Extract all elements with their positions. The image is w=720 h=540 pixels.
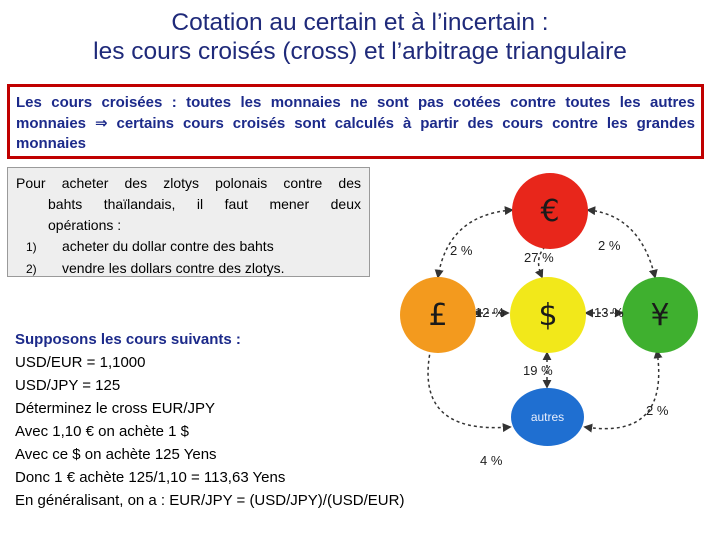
euro-node xyxy=(512,173,588,249)
pct-pound-dollar: 12 % xyxy=(475,305,505,320)
others-node xyxy=(511,388,584,446)
step-number: 1) xyxy=(26,240,37,254)
pct-euro-dollar: 27 % xyxy=(524,250,554,265)
example-intro-line-2: bahts thaïlandais, il faut mener deux xyxy=(48,196,361,212)
example-intro-line-1: Pour acheter des zlotys polonais contre des xyxy=(16,175,361,191)
implies-arrow-icon: ⇒ xyxy=(94,114,108,132)
calculation-line: Avec ce $ on achète 125 Yens xyxy=(15,446,217,463)
title-line-1: Cotation au certain et à l’incertain : xyxy=(171,9,549,36)
step-number: 2) xyxy=(26,262,37,276)
step-text: acheter du dollar contre des bahts xyxy=(62,238,274,254)
definition-box xyxy=(7,84,704,159)
euro-symbol: € xyxy=(540,193,560,229)
calculation-line: Avec 1,10 € on achète 1 $ xyxy=(15,423,190,440)
calculation-block xyxy=(15,328,404,512)
calculation-line: USD/JPY = 125 xyxy=(15,377,121,394)
example-step xyxy=(16,236,361,258)
calculation-line: Déterminez le cross EUR/JPY xyxy=(15,400,216,417)
pct-euro-left: 2 % xyxy=(450,243,473,258)
definition-text xyxy=(16,93,695,154)
dollar-node xyxy=(510,277,586,353)
definition-part-1: Les cours croisées : toutes les monnaies ne sont pas cotées contre toutes les autres monnaies xyxy=(16,94,695,132)
calculation-line: Donc 1 € achète 125/1,10 = 113,63 Yens xyxy=(15,469,286,486)
dollar-symbol: $ xyxy=(538,297,558,333)
example-steps xyxy=(16,236,361,280)
example-box xyxy=(7,167,370,277)
example-intro-line-3: opérations : xyxy=(48,217,122,233)
pct-dollar-others: 19 % xyxy=(523,363,553,378)
pound-symbol: £ xyxy=(428,297,448,333)
step-text: vendre les dollars contre des zlotys. xyxy=(62,260,285,276)
pct-pound-others: 4 % xyxy=(480,453,503,468)
currency-flow-diagram xyxy=(370,165,720,485)
pct-yen-others: 2 % xyxy=(646,403,669,418)
yen-node xyxy=(622,277,698,353)
calculation-line: USD/EUR = 1,1000 xyxy=(15,354,146,371)
pct-euro-right: 2 % xyxy=(598,238,621,253)
pct-dollar-yen: 13 % xyxy=(594,305,624,320)
definition-part-2: certains cours croisés sont calculés à partir des cours contre les grandes monnaies xyxy=(16,115,695,152)
calculation-line: En généralisant, on a : EUR/JPY = (USD/JPY)/(USD/EUR) xyxy=(15,492,405,509)
calculation-heading: Supposons les cours suivants : xyxy=(15,331,241,348)
slide-title xyxy=(0,8,720,66)
example-step xyxy=(16,258,361,280)
pound-node xyxy=(400,277,476,353)
arrow-pound-others xyxy=(428,343,510,428)
title-line-2: les cours croisés (cross) et l’arbitrage triangulaire xyxy=(93,38,627,65)
others-label: autres xyxy=(530,410,565,424)
yen-symbol: ¥ xyxy=(650,297,670,333)
